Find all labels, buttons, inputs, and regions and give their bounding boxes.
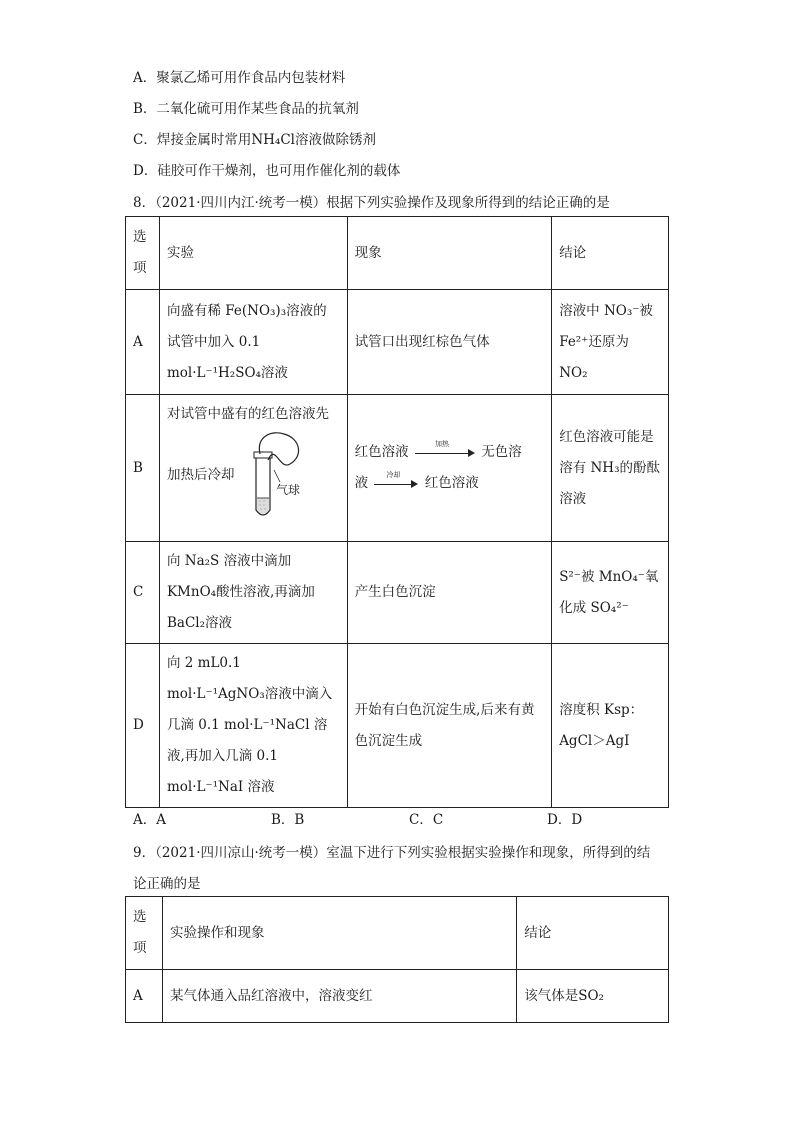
table-header-row [126,217,669,290]
header-experiment: 实验 [159,217,347,290]
row-option: A [126,970,163,1023]
q9-stem-line2: 论正确的是 [133,876,201,892]
table-row [126,542,669,644]
cooling-arrow [374,470,418,489]
header-operation: 实验操作和现象 [162,897,516,970]
test-tube-balloon-figure [238,430,310,520]
q8-choices [133,808,693,828]
phenomenon-mid2: 液 [354,475,369,491]
row-option: A [126,290,160,395]
row-conclusion: 红色溶液可能是溶有 NH₃的酚酞溶液 [552,395,669,542]
q8-stem: 8．（2021·四川内江·统考一模）根据下列实验操作及现象所得到的结论正确的是 [133,195,610,211]
choice-a: A．A [133,812,166,828]
q9-table [125,896,669,1023]
header-phenomenon: 现象 [347,217,552,290]
q7-option-c: C．焊接金属时常用NH₄Cl溶液做除锈剂 [133,132,376,148]
row-conclusion: S²⁻被 MnO₄⁻氧化成 SO₄²⁻ [552,542,669,644]
phenomenon-mid1: 无色溶 [481,444,522,460]
q8-table [125,216,669,808]
experiment-text-bottom: 加热后冷却 [166,466,235,483]
choice-d: D．D [547,812,583,828]
q7-option-a: A．聚氯乙烯可用作食品内包装材料 [133,70,346,86]
choice-b: B．B [271,812,305,828]
table-row [126,970,669,1023]
row-phenomenon [347,395,552,542]
row-option: B [126,395,160,542]
row-phenomenon: 试管口出现红棕色气体 [347,290,552,395]
table-row [126,290,669,395]
header-conclusion: 结论 [552,217,669,290]
q9-stem-line1: 9．（2021·四川凉山·统考一模）室温下进行下列实验根据实验操作和现象，所得到的结 [133,845,651,861]
header-option: 选项 [126,897,163,970]
row-phenomenon: 开始有白色沉淀生成,后来有黄色沉淀生成 [347,644,552,808]
row-conclusion: 溶液中 NO₃⁻被 Fe²⁺还原为 NO₂ [552,290,669,395]
header-conclusion: 结论 [517,897,669,970]
table-header-row [126,897,669,970]
heating-arrow [415,439,475,458]
row-option: D [126,644,160,808]
arrow-label-cool: 冷却 [386,470,401,479]
experiment-text-top: 对试管中盛有的红色溶液先 [166,406,329,422]
table-row [126,395,669,542]
q7-option-b: B．二氧化硫可用作某些食品的抗氧剂 [133,101,359,117]
row-operation: 某气体通入品红溶液中，溶液变红 [162,970,516,1023]
phenomenon-end: 红色溶液 [424,475,479,491]
row-experiment: 向 Na₂S 溶液中滴加 KMnO₄酸性溶液,再滴加 BaCl₂溶液 [159,542,347,644]
balloon-label: 气球 [276,483,301,497]
row-conclusion: 该气体是SO₂ [517,970,669,1023]
row-phenomenon: 产生白色沉淀 [347,542,552,644]
row-experiment: 向 2 mL0.1 mol·L⁻¹AgNO₃溶液中滴入几滴 0.1 mol·L⁻¹NaCl 溶液,再加入几滴 0.1 mol·L⁻¹NaI 溶液 [159,644,347,808]
row-experiment [159,395,347,542]
arrow-label-heat: 加热 [434,439,449,448]
header-option: 选项 [126,217,160,290]
row-conclusion: 溶度积 Ksp：AgCl＞AgI [552,644,669,808]
table-row [126,644,669,808]
row-experiment: 向盛有稀 Fe(NO₃)₃溶液的试管中加入 0.1 mol·L⁻¹H₂SO₄溶液 [159,290,347,395]
choice-c: C．C [409,812,444,828]
phenomenon-start: 红色溶液 [354,444,409,460]
row-option: C [126,542,160,644]
q7-option-d: D．硅胶可作干燥剂，也可用作催化剂的载体 [133,163,401,179]
